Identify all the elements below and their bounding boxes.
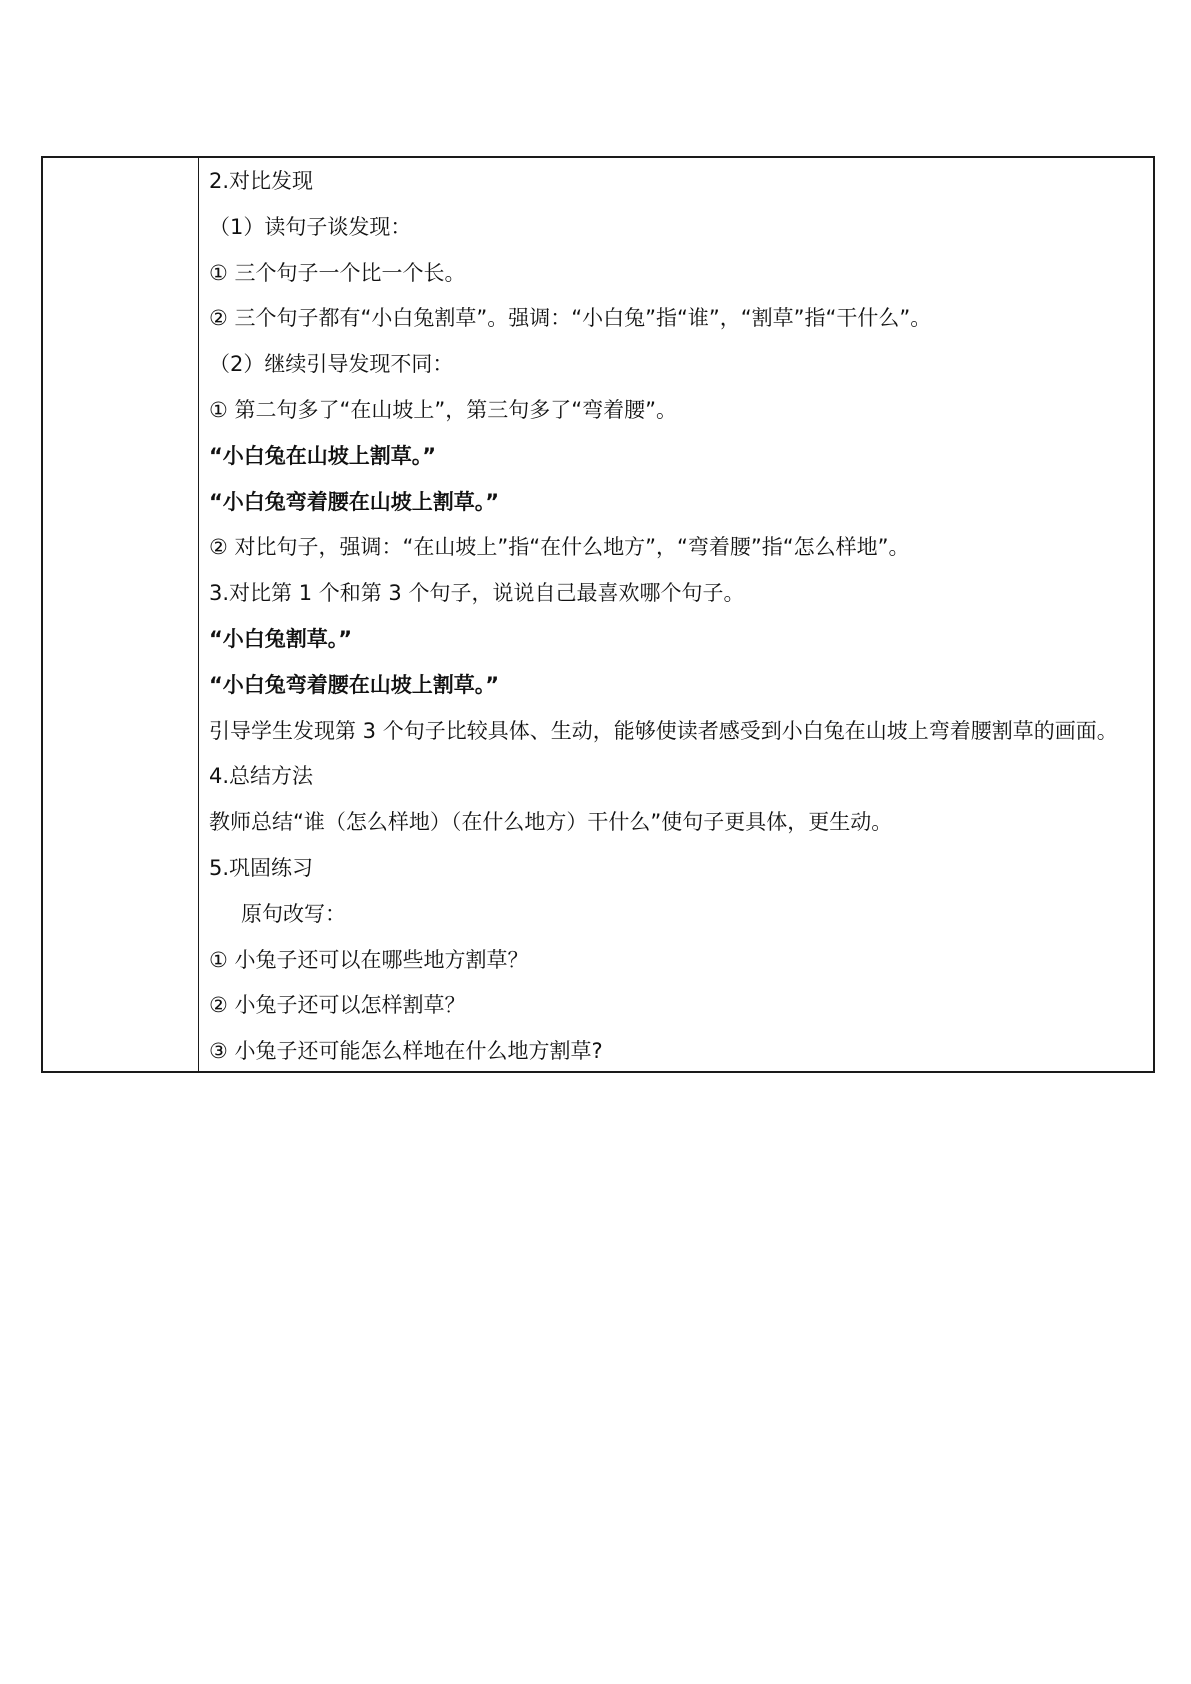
bold-example-sentence: “小白兔弯着腰在山坡上割草。”: [209, 489, 500, 514]
text-line: 2.对比发现: [209, 169, 314, 193]
exercise-item: ② 小兔子还可以怎样割草？: [209, 993, 466, 1018]
bold-example-sentence: “小白兔在山坡上割草。”: [209, 443, 437, 468]
bold-example-sentence: “小白兔割草。”: [209, 626, 353, 651]
text-line: （2）继续引导发现不同：: [209, 352, 454, 377]
text-line: 原句改写：: [241, 901, 346, 926]
exercise-item: ③ 小兔子还可能怎么样地在什么地方割草?: [209, 1039, 603, 1064]
text-line: （1）读句子谈发现：: [209, 214, 412, 239]
table-content-cell: [199, 158, 1153, 1071]
exercise-item: ① 小兔子还可以在哪些地方割草？: [209, 947, 529, 972]
text-line: ② 对比句子，强调：“在山坡上”指“在什么地方”，“弯着腰”指“怎么样地”。: [209, 535, 910, 560]
bold-example-sentence: “小白兔弯着腰在山坡上割草。”: [209, 672, 500, 697]
text-line: ① 第二句多了“在山坡上”，第三句多了“弯着腰”。: [209, 397, 678, 422]
text-line: 3.对比第 1 个和第 3 个句子，说说自己最喜欢哪个句子。: [209, 581, 745, 606]
section-heading: 4.总结方法: [209, 764, 314, 789]
text-line: ② 三个句子都有“小白兔割草”。强调：“小白兔”指“谁”，“割草”指“干什么”。: [209, 306, 932, 331]
text-line: 引导学生发现第 3 个句子比较具体、生动，能够使读者感受到小白兔在山坡上弯着腰割草的画面。: [209, 718, 1118, 743]
text-line: 教师总结“谁（怎么样地）（在什么地方）干什么”使句子更具体，更生动。: [209, 810, 893, 835]
section-heading: 5.巩固练习: [209, 855, 314, 880]
table-left-cell: [43, 158, 199, 1071]
text-line: ① 三个句子一个比一个长。: [209, 260, 466, 285]
lesson-table: [41, 156, 1155, 1073]
